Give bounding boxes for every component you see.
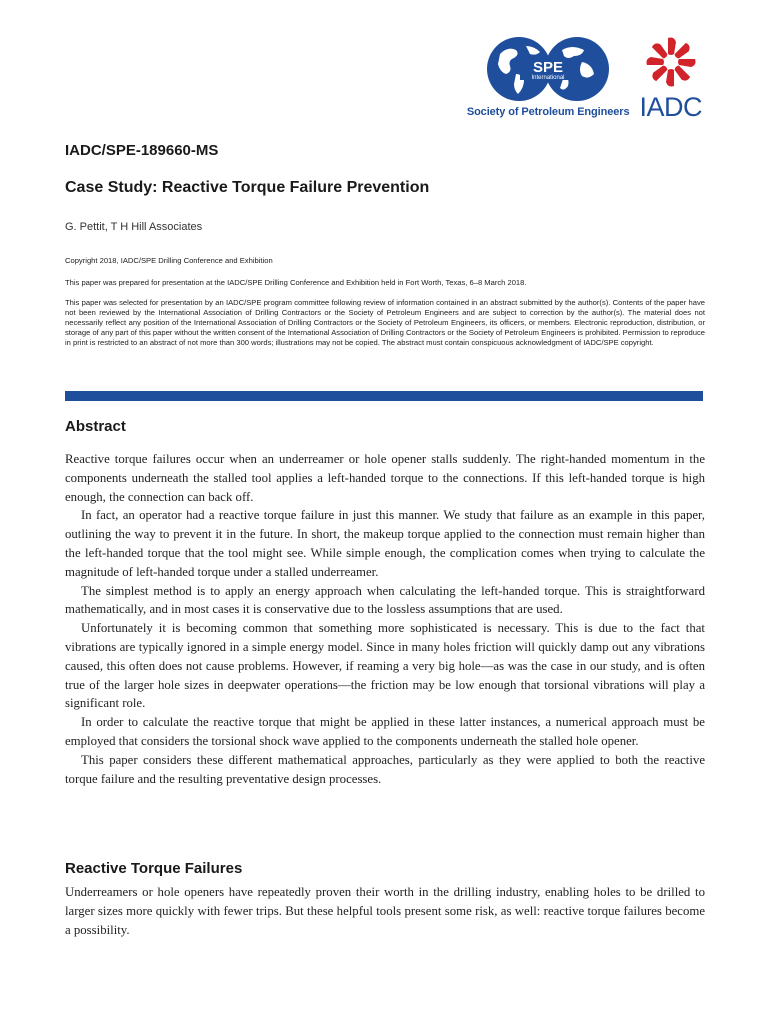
abstract-paragraph: This paper considers these different mathematical approaches, particularly as they were applied to both the reactive torque failure and the resulting preventative design processes. — [65, 752, 705, 786]
abstract-paragraph: In order to calculate the reactive torque that might be applied in these latter instances, a numerical approach must be employed that considers the torsional shock wave applied to the components underneath the stalled hole opener. — [65, 715, 705, 748]
abstract-paragraph: In fact, an operator had a reactive torque failure in just this manner. We study that failure as an example in this paper, outlining the way to prevent it in the future. In short, the makeup torque applied to the connection must remain higher than the left-handed torque that the tool might see. While simple enough, the complication comes when trying to calculate the magnitude of left-handed torque under a stalled underreamer. — [65, 508, 705, 579]
failures-heading: Reactive Torque Failures — [65, 860, 243, 877]
spe-logo-main: SPE — [533, 59, 564, 76]
copyright-line: Copyright 2018, IADC/SPE Drilling Conference and Exhibition — [65, 256, 273, 265]
abstract-paragraph: The simplest method is to apply an energy approach when calculating the left-handed torque. This is straightforward mathematically, and in most cases it is conservative due to the lossless assumptions that are used. — [65, 583, 705, 617]
abstract-body — [65, 450, 705, 788]
failures-paragraph: Underreamers or hole openers have repeatedly proven their worth in the drilling industry, enabling holes to be drilled to larger sizes more quickly with fewer trips. But these helpful tools present some risk, as well: reactive torque failures become a possibility. — [65, 885, 705, 937]
abstract-paragraph: Reactive torque failures occur when an underreamer or hole opener stalls suddenly. The right-handed momentum in the components underneath the stalled tool applies a left-handed torque to the connections. If this left-handed torque is high enough, the connection can back off. — [65, 452, 705, 504]
spe-logo-caption: Society of Petroleum Engineers — [466, 106, 630, 118]
prepared-note: This paper was prepared for presentation at the IADC/SPE Drilling Conference and Exhibition held in Fort Worth, Texas, 6–8 March 2018. — [65, 278, 527, 287]
failures-body — [65, 883, 705, 939]
header-logos — [467, 36, 702, 123]
selection-note: This paper was selected for presentation by an IADC/SPE program committee following review of information contained in an abstract submitted by the author(s). Contents of the paper have not been reviewed by the International Association of Drilling Contractors or the Society of Petroleum Engineers and are subject to correction by the author(s). The material does not necessarily reflect any position of the International Association of Drilling Contractors or the Society of Petroleum Engineers, its officers, or members. Electronic reproduction, distribution, or storage of any part of this paper without the written consent of the International Association of Drilling Contractors or the Society of Petroleum Engineers is prohibited. Permission to reproduce in print is restricted to an abstract of not more than 300 words; illustrations may not be copied. The abstract must contain conspicuous acknowledgment of IADC/SPE copyright. — [65, 298, 705, 347]
iadc-logo — [639, 36, 702, 123]
section-divider — [65, 391, 703, 401]
paper-title: Case Study: Reactive Torque Failure Prevention — [65, 179, 430, 196]
spe-logo — [467, 36, 630, 118]
spe-logo-sub: International — [531, 75, 565, 81]
spe-globe-icon — [486, 36, 610, 102]
iadc-logo-word: IADC — [639, 92, 702, 122]
abstract-heading: Abstract — [65, 418, 126, 435]
paper-id: IADC/SPE-189660-MS — [65, 142, 219, 159]
abstract-paragraph: Unfortunately it is becoming common that something more sophisticated is necessary. This is due to the fact that vibrations are typically ignored in a simple energy model. Since in many holes friction will quickly damp out any vibrations caused, this often does not cause problems. However, if reaming a very big hole—as was the case in our study, and is often true of the larger hole sizes in deepwater operations—the friction may be low enough that torsional vibrations will play a significant role. — [65, 621, 705, 711]
paper-authors: G. Pettit, T H Hill Associates — [65, 221, 203, 233]
iadc-flower-icon — [645, 36, 697, 88]
